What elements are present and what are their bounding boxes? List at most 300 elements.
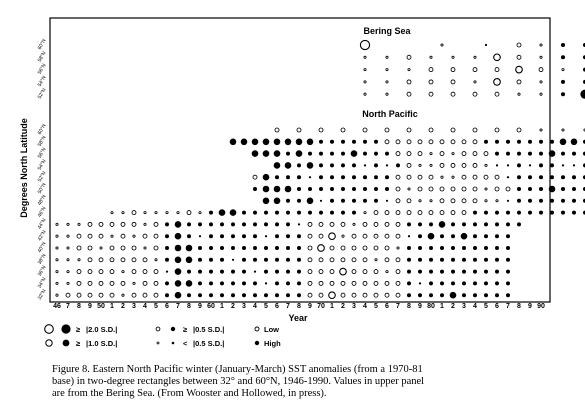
anomaly-mark-low (67, 223, 69, 225)
anomaly-mark-high (528, 175, 532, 179)
anomaly-mark-high (209, 258, 213, 262)
anomaly-mark-high (308, 187, 312, 191)
anomaly-mark-high (264, 270, 268, 274)
anomaly-mark-low (99, 270, 103, 274)
anomaly-mark-high (440, 258, 444, 262)
anomaly-mark-low (88, 258, 92, 262)
anomaly-mark-high (440, 281, 444, 285)
anomaly-mark-low (396, 199, 400, 203)
anomaly-mark-high (429, 293, 433, 297)
anomaly-mark-low (386, 69, 388, 71)
anomaly-mark-high (286, 211, 290, 215)
anomaly-mark-low (407, 140, 411, 144)
anomaly-mark-high (506, 234, 510, 238)
anomaly-mark-low (418, 175, 422, 179)
anomaly-mark-low (143, 270, 147, 274)
anomaly-mark-low (77, 234, 81, 238)
anomaly-mark-high (209, 246, 213, 250)
anomaly-mark-high (286, 258, 290, 262)
anomaly-mark-high (539, 187, 543, 191)
x-tick-label: 7 (286, 303, 290, 310)
latitude-tick-label: 32°N (36, 288, 48, 302)
anomaly-mark-high (473, 270, 477, 274)
anomaly-mark-low (516, 66, 523, 73)
anomaly-mark-low (485, 200, 487, 202)
anomaly-mark-high (319, 211, 323, 215)
anomaly-mark-low (429, 68, 433, 72)
north-pacific-title: North Pacific (362, 109, 418, 119)
anomaly-mark-high (386, 164, 388, 166)
anomaly-mark-low (110, 281, 114, 285)
latitude-tick-label: 34°N (36, 276, 48, 290)
anomaly-mark-high (528, 152, 532, 156)
legend-open-circle-2sd (45, 325, 54, 334)
anomaly-mark-low (385, 140, 389, 144)
anomaly-mark-high (517, 175, 521, 179)
anomaly-mark-low (385, 211, 389, 215)
anomaly-mark-high (175, 280, 182, 287)
anomaly-mark-high (528, 211, 532, 215)
anomaly-mark-high (187, 270, 191, 274)
x-tick-label: 1 (220, 303, 224, 310)
anomaly-mark-high (418, 222, 422, 226)
anomaly-mark-low (396, 140, 400, 144)
x-tick-label: 1 (330, 303, 334, 310)
anomaly-mark-low (429, 92, 433, 96)
anomaly-mark-high (428, 233, 435, 240)
anomaly-mark-low (462, 163, 466, 167)
anomaly-mark-low (462, 187, 466, 191)
anomaly-mark-low (88, 270, 92, 274)
latitude-tick-label: 52°N (36, 87, 48, 101)
anomaly-mark-high (275, 222, 279, 226)
anomaly-mark-low (132, 270, 136, 274)
legend-high-label: High (264, 339, 281, 348)
latitude-tick-label: 54°N (36, 75, 48, 88)
anomaly-mark-low (419, 164, 421, 166)
x-tick-label: 6 (385, 303, 389, 310)
anomaly-mark-low (329, 233, 336, 240)
anomaly-mark-high (209, 281, 213, 285)
anomaly-mark-low (121, 281, 125, 285)
anomaly-mark-high (198, 281, 202, 285)
anomaly-mark-high (462, 246, 466, 250)
anomaly-mark-low (110, 246, 114, 250)
x-tick-label: 6 (165, 303, 169, 310)
anomaly-mark-low (154, 281, 158, 285)
latitude-tick-label: 36°N (36, 264, 48, 278)
anomaly-mark-low (440, 199, 444, 203)
anomaly-mark-high (506, 270, 510, 274)
anomaly-mark-high (528, 140, 532, 144)
anomaly-mark-low (330, 270, 334, 274)
anomaly-mark-high (451, 234, 455, 238)
x-tick-label: 5 (264, 303, 268, 310)
anomaly-mark-high (307, 198, 314, 205)
anomaly-mark-high (440, 246, 444, 250)
anomaly-mark-high (297, 246, 301, 250)
anomaly-mark-high (209, 211, 213, 215)
anomaly-mark-low (308, 234, 312, 238)
anomaly-mark-high (462, 270, 466, 274)
anomaly-mark-low (440, 187, 444, 191)
anomaly-mark-high (219, 209, 226, 216)
anomaly-mark-high (297, 234, 301, 238)
anomaly-mark-low (330, 246, 334, 250)
anomaly-mark-low (341, 246, 345, 250)
anomaly-mark-low (352, 246, 356, 250)
anomaly-mark-low (418, 152, 422, 156)
anomaly-mark-high (320, 200, 322, 202)
anomaly-mark-low (484, 175, 488, 179)
anomaly-mark-low (385, 234, 389, 238)
anomaly-mark-high (232, 259, 234, 261)
anomaly-mark-low (56, 282, 58, 284)
bering-lat-labels (37, 38, 48, 100)
anomaly-mark-low (56, 247, 58, 249)
anomaly-mark-low (397, 247, 399, 249)
anomaly-mark-low (429, 175, 433, 179)
anomaly-mark-high (186, 280, 193, 287)
anomaly-mark-high (285, 139, 292, 146)
x-tick-label: 1 (110, 303, 114, 310)
x-tick-label: 8 (187, 303, 191, 310)
year-tick-labels (53, 303, 545, 310)
anomaly-mark-low (407, 152, 411, 156)
anomaly-mark-high (175, 257, 182, 264)
anomaly-mark-high (231, 234, 235, 238)
anomaly-mark-low (540, 93, 542, 95)
legend (45, 324, 281, 348)
anomaly-mark-high (385, 175, 389, 179)
anomaly-mark-high (580, 90, 585, 99)
x-tick-label: 60 (207, 303, 215, 310)
anomaly-mark-low (451, 187, 455, 191)
anomaly-mark-high (418, 234, 422, 238)
anomaly-mark-low (451, 211, 455, 215)
anomaly-mark-low (396, 211, 400, 215)
anomaly-mark-high (517, 222, 521, 226)
anomaly-mark-high (253, 222, 257, 226)
anomaly-mark-low (385, 246, 389, 250)
anomaly-mark-low (374, 270, 378, 274)
anomaly-mark-high (572, 187, 576, 191)
anomaly-mark-high (319, 152, 323, 156)
anomaly-mark-high (528, 199, 532, 203)
anomaly-mark-low (110, 222, 114, 226)
anomaly-mark-low (430, 200, 432, 202)
anomaly-mark-low (407, 92, 411, 96)
anomaly-mark-low (319, 258, 323, 262)
anomaly-mark-high (274, 150, 281, 157)
anomaly-mark-low (88, 234, 92, 238)
anomaly-mark-low (429, 187, 433, 191)
anomaly-mark-low (496, 200, 498, 202)
anomaly-mark-high (242, 258, 246, 262)
anomaly-mark-high (374, 175, 378, 179)
anomaly-mark-low (474, 81, 476, 83)
anomaly-mark-low (396, 175, 400, 179)
legend-high-symbol (255, 341, 259, 345)
anomaly-mark-high (429, 246, 433, 250)
anomaly-mark-low (473, 128, 477, 132)
anomaly-mark-high (496, 164, 498, 166)
anomaly-mark-high (307, 139, 314, 146)
caption-line-1: Figure 8. Eastern North Pacific winter (January-March) SST anomalies (from a 1970-81 (52, 364, 423, 375)
anomaly-mark-high (296, 150, 303, 157)
latitude-tick-label: 58°N (36, 50, 48, 64)
anomaly-mark-low (143, 293, 147, 297)
anomaly-mark-high (231, 270, 235, 274)
x-tick-label: 7 (66, 303, 70, 310)
anomaly-mark-low (364, 69, 366, 71)
anomaly-mark-high (209, 234, 213, 238)
anomaly-mark-high (407, 270, 411, 274)
anomaly-mark-high (297, 175, 301, 179)
anomaly-mark-high (341, 175, 345, 179)
anomaly-mark-low (451, 199, 455, 203)
anomaly-mark-low (88, 246, 92, 250)
anomaly-mark-high (296, 139, 303, 146)
anomaly-mark-high (507, 200, 509, 202)
anomaly-mark-high (517, 152, 521, 156)
anomaly-mark-low (111, 235, 113, 237)
anomaly-mark-low (143, 258, 147, 262)
anomaly-mark-low (121, 258, 125, 262)
legend-low-symbol (255, 327, 259, 331)
anomaly-mark-low (451, 92, 455, 96)
anomaly-mark-low (451, 68, 455, 72)
anomaly-mark-low (451, 163, 455, 167)
anomaly-mark-low (77, 281, 81, 285)
anomaly-mark-high (550, 163, 554, 167)
anomaly-mark-high (242, 281, 246, 285)
anomaly-mark-low (78, 223, 80, 225)
anomaly-mark-low (473, 175, 477, 179)
anomaly-mark-low (452, 153, 454, 155)
anomaly-mark-high (309, 176, 311, 178)
anomaly-mark-high (407, 222, 411, 226)
anomaly-mark-high (473, 234, 477, 238)
anomaly-mark-high (495, 234, 499, 238)
anomaly-mark-low (473, 92, 477, 96)
legend-open-circle-1sd (46, 340, 52, 346)
anomaly-mark-low (121, 222, 125, 226)
anomaly-mark-low (473, 199, 477, 203)
anomaly-mark-low (342, 235, 344, 237)
anomaly-mark-low (396, 258, 400, 262)
x-tick-label: 7 (396, 303, 400, 310)
anomaly-mark-low (56, 271, 58, 273)
bering-sea-title: Bering Sea (363, 26, 411, 36)
x-tick-label: 3 (352, 303, 356, 310)
x-axis-title: Year (288, 313, 308, 323)
anomaly-mark-high (341, 163, 345, 167)
anomaly-mark-low (363, 246, 367, 250)
latitude-tick-label: 44°N (36, 217, 48, 231)
anomaly-mark-high (484, 211, 488, 215)
anomaly-mark-high (231, 246, 235, 250)
latitude-tick-label: 46°N (36, 205, 48, 219)
anomaly-mark-low (407, 211, 411, 215)
anomaly-mark-low (352, 234, 356, 238)
anomaly-mark-high (363, 140, 367, 144)
anomaly-mark-high (561, 211, 565, 215)
legend-geq-05sd: ≥ (183, 325, 188, 334)
anomaly-mark-high (165, 222, 169, 226)
anomaly-mark-high (495, 152, 499, 156)
anomaly-mark-low (341, 293, 345, 297)
anomaly-mark-high (572, 152, 576, 156)
anomaly-mark-low (363, 128, 367, 132)
anomaly-mark-low (452, 176, 454, 178)
anomaly-mark-low (341, 222, 345, 226)
anomaly-mark-high (263, 150, 270, 157)
legend-geq-2sd: ≥ (76, 325, 81, 334)
anomaly-mark-high (539, 152, 543, 156)
anomaly-mark-high (539, 163, 543, 167)
anomaly-mark-high (275, 234, 279, 238)
anomaly-mark-high (573, 164, 575, 166)
anomaly-mark-high (364, 164, 366, 166)
anomaly-mark-high (517, 187, 521, 191)
anomaly-mark-high (319, 175, 323, 179)
anomaly-mark-high (418, 246, 422, 250)
anomaly-mark-low (353, 223, 355, 225)
figure-caption (52, 364, 552, 400)
anomaly-mark-high (341, 140, 345, 144)
anomaly-mark-low (451, 80, 455, 84)
anomaly-mark-high (561, 199, 565, 203)
anomaly-mark-high (220, 222, 224, 226)
anomaly-mark-low (396, 234, 400, 238)
anomaly-mark-high (439, 221, 446, 228)
anomaly-mark-low (495, 68, 499, 72)
anomaly-mark-low (363, 258, 367, 262)
anomaly-mark-high (231, 293, 235, 297)
anomaly-mark-high (352, 163, 356, 167)
anomaly-mark-low (132, 211, 136, 215)
anomaly-mark-high (572, 211, 576, 215)
x-tick-label: 6 (495, 303, 499, 310)
legend-lt-05sd: < (183, 339, 188, 348)
anomaly-mark-low (429, 128, 433, 132)
anomaly-mark-low (308, 293, 312, 297)
anomaly-mark-high (561, 152, 565, 156)
anomaly-mark-low (132, 258, 136, 262)
anomaly-mark-high (550, 175, 554, 179)
anomaly-mark-low (99, 258, 103, 262)
anomaly-mark-high (297, 199, 301, 203)
anomaly-mark-low (495, 175, 499, 179)
anomaly-mark-high (199, 235, 201, 237)
anomaly-mark-low (319, 222, 323, 226)
x-tick-label: 90 (537, 303, 545, 310)
anomaly-mark-low (407, 80, 411, 84)
anomaly-mark-low (408, 69, 410, 71)
anomaly-mark-low (341, 128, 345, 132)
anomaly-mark-high (429, 222, 433, 226)
anomaly-mark-high (297, 270, 301, 274)
anomaly-mark-high (252, 150, 259, 157)
anomaly-mark-low (363, 234, 367, 238)
x-tick-label: 8 (77, 303, 81, 310)
anomaly-mark-high (242, 222, 246, 226)
anomaly-mark-low (352, 293, 356, 297)
anomaly-mark-high (528, 187, 532, 191)
x-tick-label: 4 (143, 303, 147, 310)
anomaly-mark-high (330, 163, 334, 167)
anomaly-mark-high (571, 139, 578, 146)
anomaly-mark-high (440, 293, 444, 297)
latitude-tick-label: 48°N (36, 193, 48, 207)
x-tick-label: 4 (473, 303, 477, 310)
anomaly-mark-high (253, 246, 257, 250)
anomaly-mark-low (418, 211, 422, 215)
anomaly-mark-high (506, 222, 510, 226)
anomaly-mark-low (67, 259, 69, 261)
anomaly-mark-low (364, 212, 366, 214)
anomaly-mark-low (67, 235, 69, 237)
anomaly-mark-low (56, 223, 58, 225)
anomaly-mark-high (341, 199, 345, 203)
anomaly-mark-low (363, 293, 367, 297)
anomaly-mark-high (484, 258, 488, 262)
x-tick-label: 6 (275, 303, 279, 310)
anomaly-mark-high (253, 258, 257, 262)
anomaly-mark-high (242, 270, 246, 274)
anomaly-mark-high (341, 152, 345, 156)
anomaly-mark-low (485, 188, 487, 190)
anomaly-mark-high (297, 293, 301, 297)
anomaly-mark-high (187, 293, 191, 297)
anomaly-mark-high (462, 258, 466, 262)
anomaly-mark-high (263, 139, 270, 146)
anomaly-mark-low (407, 199, 411, 203)
anomaly-mark-high (517, 199, 521, 203)
anomaly-mark-low (143, 234, 147, 238)
anomaly-mark-low (352, 258, 356, 262)
anomaly-mark-low (132, 293, 136, 297)
anomaly-mark-high (198, 293, 202, 297)
anomaly-mark-low (386, 93, 388, 95)
anomaly-mark-high (275, 281, 279, 285)
anomaly-mark-low (67, 282, 69, 284)
anomaly-mark-high (506, 140, 510, 144)
anomaly-mark-high (352, 199, 356, 203)
legend-low-label: Low (264, 325, 279, 334)
x-tick-label: 8 (517, 303, 521, 310)
anomaly-mark-high (550, 211, 554, 215)
anomaly-mark-low (418, 187, 422, 191)
anomaly-mark-low (485, 164, 487, 166)
anomaly-mark-high (285, 186, 292, 193)
anomaly-mark-low (143, 281, 147, 285)
anomaly-mark-low (99, 234, 103, 238)
anomaly-mark-low (121, 234, 125, 238)
anomaly-mark-low (99, 293, 103, 297)
anomaly-mark-high (242, 234, 246, 238)
anomaly-mark-low (430, 164, 432, 166)
anomaly-mark-high (462, 293, 466, 297)
latitude-tick-label: 54°N (36, 158, 48, 172)
anomaly-mark-low (396, 270, 400, 274)
anomaly-mark-low (154, 293, 158, 297)
anomaly-mark-high (385, 187, 389, 191)
anomaly-mark-low (122, 294, 124, 296)
anomaly-mark-low (441, 44, 443, 46)
anomaly-mark-high (407, 281, 411, 285)
